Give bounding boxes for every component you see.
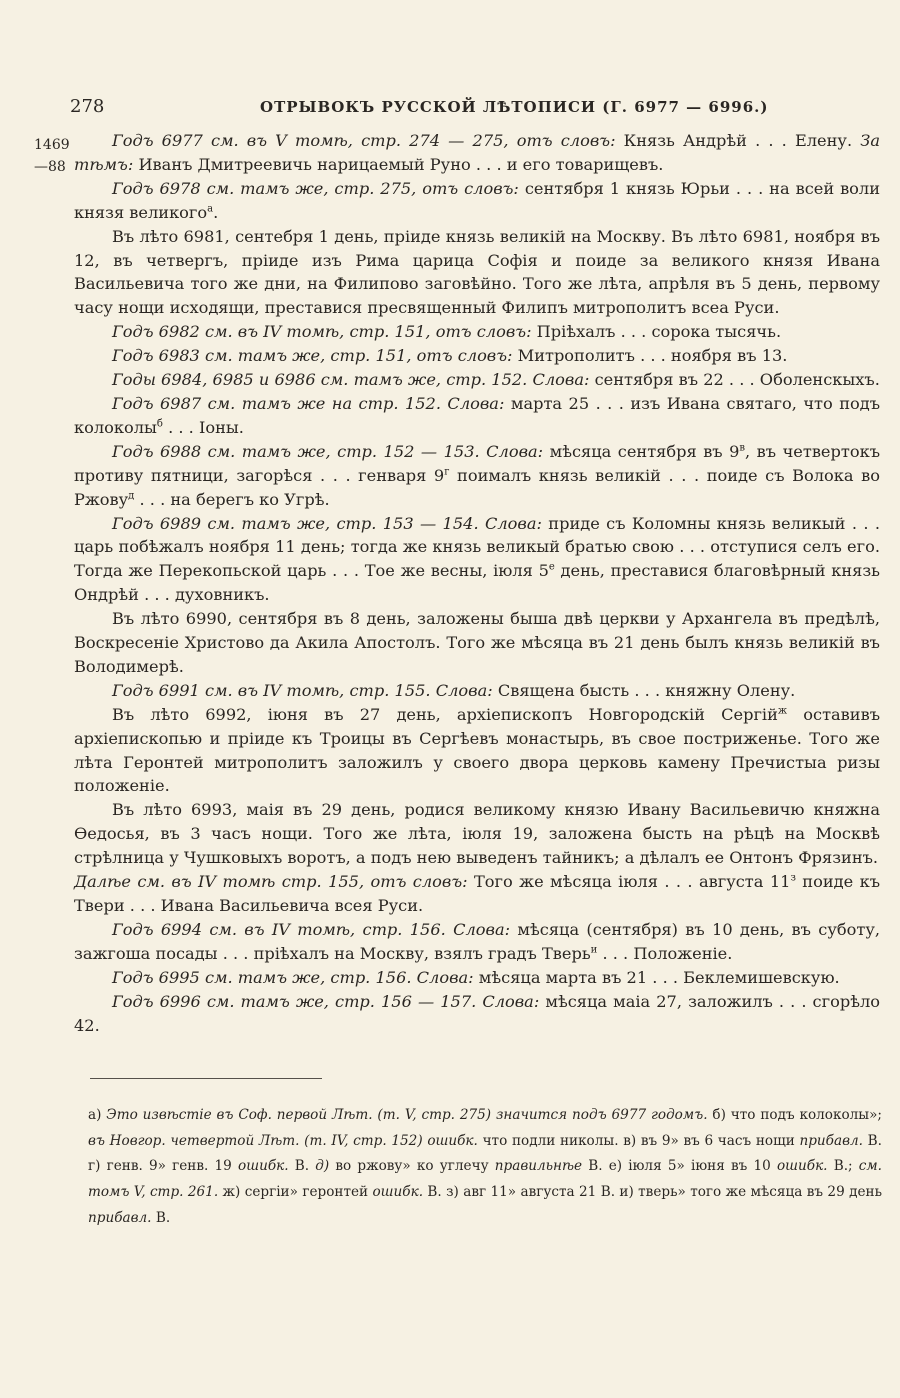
quoted-words: . . . Іоны. bbox=[162, 417, 244, 437]
footnote-italic: прибавл. bbox=[799, 1132, 863, 1149]
paragraph bbox=[74, 512, 880, 608]
paragraph bbox=[74, 440, 880, 512]
volume-reference: Далѣе см. въ IV томѣ стр. 155, отъ словъ: bbox=[74, 872, 468, 892]
volume-reference: Годъ 6977 см. въ V томѣ, стр. 274 — 275, отъ словъ: bbox=[112, 131, 616, 150]
quoted-words: Того же мѣсяца іюля . . . августа 11 bbox=[467, 872, 791, 892]
paragraph bbox=[74, 177, 880, 225]
volume-reference: Годъ 6988 см. тамъ же, стр. 152 — 153. Слова: bbox=[112, 441, 544, 461]
footnote-italic: д) bbox=[315, 1158, 330, 1175]
footnote-italic: правильнѣе bbox=[494, 1158, 583, 1175]
page-header bbox=[70, 96, 850, 124]
footnote-text: В. bbox=[151, 1209, 171, 1226]
paragraph bbox=[74, 344, 880, 368]
footnote-mark: е bbox=[548, 561, 555, 573]
quoted-words: . bbox=[213, 202, 219, 222]
quoted-words: мѣсяца маіа 27, заложилъ . . . сгорѣло 42. bbox=[74, 991, 880, 1035]
paragraph bbox=[74, 990, 880, 1038]
chronicle-entry: Въ лѣто 6990, сентября въ 8 день, заложены быша двѣ церкви у Архангела въ предѣлѣ, Воскресеніе Христово да Акила Апостолъ. Того же мѣсяца въ 21 день былъ князь великій въ Володимерѣ. bbox=[74, 609, 880, 676]
quoted-words: поиде къ Твери . . . Ивана Васильевича всея Руси. bbox=[74, 872, 881, 915]
footnote-mark: г bbox=[444, 466, 450, 478]
paragraph bbox=[74, 607, 880, 679]
quoted-words: приде съ Коломны князь великый . . . царь побѣжалъ ноября 11 день; тогда же князь великый братью свою . . . отступися селъ его. Тогда же Перекопьской царь . . . Тое же весны, іюля 5 bbox=[74, 513, 880, 581]
paragraph bbox=[74, 320, 880, 344]
footnote-text: В. е) іюля 5» іюня въ 10 bbox=[582, 1158, 777, 1175]
footnote-italic: въ Новгор. четвертой Лѣт. (т. IV, стр. 152) ошибк. bbox=[88, 1132, 478, 1149]
quoted-words: поималъ князь великій . . . поиде съ Волока во Ржову bbox=[74, 465, 880, 509]
volume-reference: Годъ 6987 см. тамъ же на стр. 152. Слова: bbox=[112, 393, 505, 413]
footnote-mark: и bbox=[590, 944, 598, 956]
footnote-text: что подли николы. в) въ 9» въ 6 часъ нощи bbox=[477, 1132, 800, 1149]
footnote-block bbox=[88, 1103, 882, 1232]
chronicle-entry: Въ лѣто 6993, маія въ 29 день, родися великому князю Ивану Васильевичю княжна Ѳедосья, въ 3 часъ нощи. Того же лѣта, іюля 19, заложена бысть на рѣцѣ на Москвѣ стрѣлница у Чушковыхъ воротъ, а подъ нею выведенъ тайникъ; а дѣлалъ ее Онтонъ Фрязинъ. bbox=[74, 800, 880, 868]
quoted-words: день, преставися благовѣрный князь Ондрѣй . . . духовникъ. bbox=[74, 561, 880, 605]
footnote-mark: ж bbox=[777, 705, 788, 717]
paragraph bbox=[74, 225, 880, 321]
footnote-text: В. з) авг 11» августа 21 В. и) тверь» того же мѣсяца въ 29 день bbox=[423, 1184, 882, 1201]
quoted-words: сентября въ 22 . . . Оболенскыхъ. bbox=[589, 370, 880, 390]
footnote-italic: ошибк. bbox=[238, 1158, 289, 1175]
running-title: ОТРЫВОКЪ РУССКОЙ ЛѢТОПИСИ (Г. 6977 — 6996.) bbox=[260, 98, 769, 116]
volume-reference: Годъ 6989 см. тамъ же, стр. 153 — 154. Слова: bbox=[112, 513, 542, 533]
volume-reference: Годъ 6982 см. въ IV томѣ, стр. 151, отъ словъ: bbox=[112, 322, 532, 342]
footnote-text: В.; bbox=[827, 1158, 859, 1175]
paragraph bbox=[74, 870, 880, 918]
paragraph bbox=[74, 368, 880, 392]
footnote-italic: см. томъ V, стр. 261. bbox=[88, 1158, 882, 1201]
footnote-mark: в bbox=[739, 442, 746, 454]
volume-reference: Годъ 6994 см. въ IV томѣ, стр. 156. Слова: bbox=[112, 919, 511, 939]
margin-year-end: —88 bbox=[34, 159, 66, 175]
quoted-words: , въ четвертокъ противу пятници, загорѣся . . . генваря 9 bbox=[74, 441, 880, 485]
volume-reference: За тѣмъ: bbox=[74, 131, 880, 174]
footnote-italic: ошибк. bbox=[776, 1158, 828, 1175]
volume-reference: Годъ 6978 см. тамъ же, стр. 275, отъ словъ: bbox=[112, 178, 519, 198]
footnote-italic: Это извѣстіе въ Соф. первой Лѣт. (т. V, стр. 275) значится подъ 6977 годомъ. bbox=[106, 1107, 708, 1123]
paragraph bbox=[74, 966, 880, 990]
quoted-words: . . . на берегъ ко Угрѣ. bbox=[134, 489, 330, 509]
footnotes bbox=[88, 1103, 882, 1232]
volume-reference: Годъ 6991 см. въ IV томѣ, стр. 155. Слова: bbox=[112, 680, 493, 700]
chronicle-entry: оставивъ архіепископью и пріиде къ Троицы въ Сергѣевъ монастырь, въ свое постриженье. Того же лѣта Геронтей митрополитъ заложилъ у своего двора церковь камену Пречистыа ризы положеніе. bbox=[74, 704, 880, 796]
footnote-mark: б bbox=[156, 418, 163, 430]
paragraph bbox=[74, 129, 880, 177]
footnote-italic: прибавл. bbox=[88, 1209, 152, 1226]
quoted-words: Князь Андрѣй . . . Елену. bbox=[615, 131, 861, 150]
volume-reference: Годъ 6996 см. тамъ же, стр. 156 — 157. Слова: bbox=[112, 991, 540, 1011]
chronicle-text bbox=[74, 129, 880, 1037]
volume-reference: Годъ 6995 см. тамъ же, стр. 156. Слова: bbox=[112, 967, 474, 987]
footnote-text: В. bbox=[288, 1158, 316, 1175]
quoted-words: Иванъ Дмитреевичь нарицаемый Руно . . . и его товарищевъ. bbox=[133, 154, 664, 174]
footnote-text: В. г) генв. 9» генв. 19 bbox=[88, 1132, 882, 1175]
volume-reference: Годъ 6983 см. тамъ же, стр. 151, отъ словъ: bbox=[112, 346, 513, 366]
footnote-mark: з bbox=[790, 872, 796, 884]
chronicle-entry: Въ лѣто 6981, сентебря 1 день, пріиде князь великій на Москву. Въ лѣто 6981, ноября въ 12, въ четвергъ, пріиде изъ Рима царица Софія и поиде за великого князя Ивана Васильевича того же дни, на Филипово заговѣйно. Того же лѣта, апрѣля въ 5 день, первому часу нощи исходящи, преставися пресвященный Филипъ митрополитъ всеа Руси. bbox=[74, 226, 880, 318]
footnote-italic: ошибк. bbox=[372, 1184, 424, 1201]
footnote-text: ж) сергіи» геронтей bbox=[218, 1184, 373, 1201]
margin-years bbox=[34, 134, 74, 178]
volume-reference: Годы 6984, 6985 и 6986 см. тамъ же, стр. 152. Слова: bbox=[112, 370, 590, 390]
paragraph bbox=[74, 703, 880, 799]
paragraph bbox=[74, 798, 880, 870]
quoted-words: Митрополитъ . . . ноября въ 13. bbox=[512, 346, 788, 366]
footnote-divider bbox=[90, 1078, 322, 1079]
quoted-words: марта 25 . . . изъ Ивана святаго, что подъ колоколы bbox=[74, 393, 880, 437]
quoted-words: сентября 1 князь Юрьи . . . на всей воли князя великого bbox=[74, 178, 881, 222]
paragraph bbox=[74, 679, 880, 703]
paragraph bbox=[74, 918, 880, 966]
page-number: 278 bbox=[70, 96, 105, 117]
paragraph bbox=[74, 392, 880, 440]
quoted-words: мѣсяца (сентября) въ 10 день, въ суботу, зажгоша посады . . . пріѣхалъ на Москву, взялъ градъ Тверь bbox=[74, 919, 880, 963]
quoted-words: Священа бысть . . . княжну Олену. bbox=[492, 680, 796, 700]
footnote-text: во ржову» ко углечу bbox=[329, 1158, 495, 1175]
footnote-mark: а bbox=[207, 203, 214, 215]
chronicle-entry: Въ лѣто 6992, іюня въ 27 день, архіепископъ Новгородскій Сергій bbox=[112, 704, 778, 724]
footnote-mark: д bbox=[128, 490, 135, 502]
margin-year-start: 1469 bbox=[34, 137, 70, 153]
quoted-words: мѣсяца сентября въ 9 bbox=[543, 441, 740, 461]
quoted-words: мѣсяца марта въ 21 . . . Беклемишевскую. bbox=[473, 967, 840, 987]
footnote-text: б) что подъ колоколы»; bbox=[707, 1107, 882, 1123]
footnote-text: а) bbox=[88, 1107, 107, 1123]
quoted-words: . . . Положеніе. bbox=[597, 943, 733, 963]
quoted-words: Пріѣхалъ . . . сорока тысячь. bbox=[531, 322, 782, 342]
